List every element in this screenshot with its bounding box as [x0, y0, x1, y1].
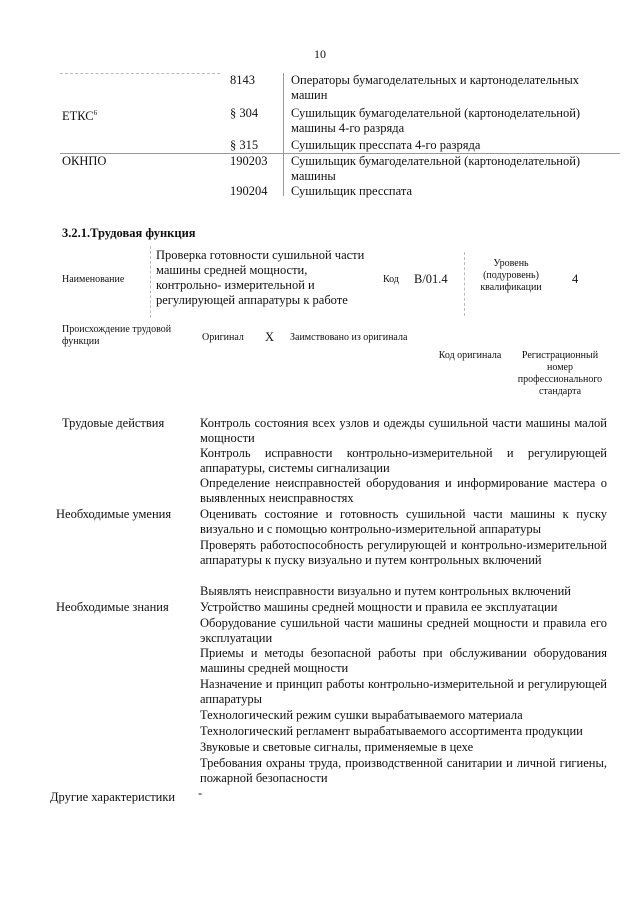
table-label-cell: ОКНПО [62, 154, 107, 168]
footnote-mark: 6 [93, 109, 98, 117]
other-value: - [198, 786, 203, 800]
table-name-cell: Сушильщик бумагоделательной (картоноделательной) машины 4-го разряда [291, 106, 581, 135]
list-item: Контроль исправности контрольно-измерительной и регулирующей аппаратуры, системы сигнализации [200, 446, 607, 475]
page-number: 10 [314, 47, 326, 61]
table-rule [283, 73, 284, 196]
code-original: Код оригинала [438, 350, 502, 361]
list-item: Выявлять неисправности визуально и путем контрольных включений [200, 584, 571, 598]
list-item: Требования охраны труда, производственной санитарии и личной гигиены, пожарной безопасности [200, 756, 607, 785]
list-item: Приемы и методы безопасной работы при обслуживании оборудования машины средней мощности [200, 646, 607, 675]
table-name-cell: Операторы бумагоделательных и картоноделательных машин [291, 73, 580, 102]
function-code: B/01.4 [414, 272, 448, 286]
level-label: Уровень (подуровень) квалификации [480, 258, 542, 293]
list-item: Технологический режим сушки вырабатываемого материала [200, 708, 523, 722]
list-item: Определение неисправностей оборудования и информирование мастера о выявленных неисправностях [200, 476, 607, 505]
section-label: Необходимые умения [56, 507, 172, 521]
table-code-cell: § 304 [230, 106, 259, 120]
origin-mark: X [265, 330, 275, 344]
section-label: Трудовые действия [62, 416, 165, 430]
table-rule [60, 73, 220, 74]
table-code-cell: 190203 [230, 154, 268, 168]
table-code-cell: 8143 [230, 73, 255, 87]
level-value: 4 [572, 272, 579, 286]
list-item: Устройство машины средней мощности и правила ее эксплуатации [200, 600, 558, 614]
list-item: Технологический регламент вырабатываемого ассортимента продукции [200, 724, 583, 738]
other-label: Другие характеристики [50, 790, 176, 804]
list-item: Проверять работоспособность регулирующей и контрольно-измерительной аппаратуры к пуску визуально и путем контрольных включений [200, 538, 607, 567]
function-name: Проверка готовности сушильной части машины средней мощности, контрольно- измерительной и регулирующей аппаратуры к работе [156, 248, 365, 307]
list-item: Назначение и принцип работы контрольно-измерительной и регулирующей аппаратуры [200, 677, 607, 706]
code-label: Код [383, 274, 399, 285]
origin-borrowed: Заимствовано из оригинала [290, 332, 408, 343]
origin-label: Происхождение трудовой функции [62, 324, 172, 347]
table-name-cell: Сушильщик пресспата [291, 184, 413, 198]
origin-original: Оригинал [202, 332, 244, 343]
reg-number: Регистрационный номер профессионального стандарта [517, 350, 603, 397]
list-item: Оборудование сушильной части машины средней мощности и правила его эксплуатации [200, 616, 607, 645]
section-label: Необходимые знания [56, 600, 169, 614]
list-item: Контроль состояния всех узлов и одежды сушильной части машины малой мощности [200, 416, 607, 445]
etks-label: ЕТКС [62, 109, 94, 124]
table-name-cell: Сушильщик бумагоделательной (картоноделательной) машины [291, 154, 581, 183]
header-rule [150, 246, 151, 318]
header-rule [464, 252, 465, 316]
table-code-cell: 190204 [230, 184, 268, 198]
list-item: Оценивать состояние и готовность сушильной части машины к пуску визуально и с помощью контрольно-измерительной аппаратуры [200, 507, 607, 536]
table-code-cell: § 315 [230, 138, 259, 152]
table-name-cell: Сушильщик пресспата 4-го разряда [291, 138, 481, 152]
list-item: Звуковые и световые сигналы, применяемые в цехе [200, 740, 474, 754]
table-label-cell [62, 106, 97, 124]
section-title: 3.2.1.Трудовая функция [62, 226, 196, 240]
name-label: Наименование [62, 274, 125, 285]
